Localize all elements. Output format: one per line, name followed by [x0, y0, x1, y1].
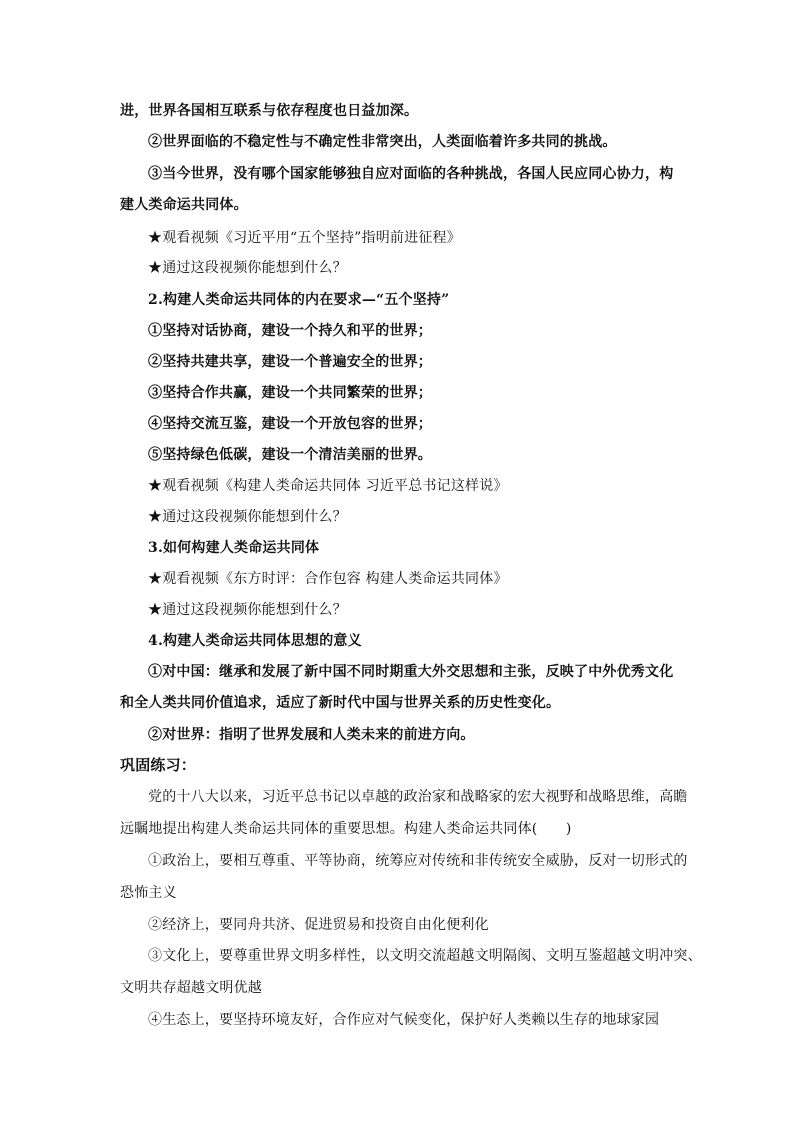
text-line: ★通过这段视频你能想到什么？	[148, 260, 347, 276]
text-line: ②世界面临的不稳定性与不确定性非常突出，人类面临着许多共同的挑战。	[148, 134, 617, 150]
text-line: ①对中国：继承和发展了新中国不同时期重大外交思想和主张，反映了中外优秀文化	[148, 664, 674, 680]
question-text: 党的十八大以来，习近平总书记以卓越的政治家和战略家的宏大视野和战略思维，高瞻	[148, 789, 688, 805]
text-line: ④坚持交流互鉴，建设一个开放包容的世界；	[148, 416, 432, 432]
text-line: 进，世界各国相互联系与依存程度也日益加深。	[120, 103, 419, 119]
text-line: 建人类命运共同体。	[120, 197, 248, 213]
text-line: ★通过这段视频你能想到什么？	[148, 509, 347, 525]
question-text: 远瞩地提出构建人类命运共同体的重要思想。构建人类命运共同体( )	[120, 821, 572, 837]
text-line: ★观看视频《构建人类命运共同体 习近平总书记这样说》	[148, 478, 508, 494]
option-line: 恐怖主义	[120, 885, 177, 901]
option-line: ①政治上，要相互尊重、平等协商，统筹应对传统和非传统安全威胁，反对一切形式的	[148, 853, 688, 869]
option-line: ③文化上，要尊重世界文明多样性，以文明交流超越文明隔阂、文明互鉴超越文明冲突、	[148, 948, 702, 964]
option-line: 文明共存超越文明优越	[120, 980, 262, 996]
text-line: ⑤坚持绿色低碳，建设一个清洁美丽的世界。	[148, 447, 432, 463]
text-line: ③当今世界，没有哪个国家能够独自应对面临的各种挑战，各国人民应同心协力，构	[148, 166, 674, 182]
text-line: ①坚持对话协商，建设一个持久和平的世界；	[148, 323, 432, 339]
text-line: ★通过这段视频你能想到什么？	[148, 602, 347, 618]
section-heading: 3.如何构建人类命运共同体	[148, 540, 320, 556]
text-line: ②坚持共建共享，建设一个普遍安全的世界；	[148, 354, 432, 370]
option-line: ②经济上，要同舟共济、促进贸易和投资自由化便利化	[148, 917, 489, 933]
section-heading: 4.构建人类命运共同体思想的意义	[148, 633, 362, 649]
text-line: ★观看视频《东方时评：合作包容 构建人类命运共同体》	[148, 571, 508, 587]
text-line: ②对世界：指明了世界发展和人类未来的前进方向。	[148, 727, 475, 743]
option-line: ④生态上，要坚持环境友好，合作应对气候变化，保护好人类赖以生存的地球家园	[148, 1012, 660, 1028]
text-line: ★观看视频《习近平用“五个坚持”指明前进征程》	[148, 230, 461, 246]
text-line: 和全人类共同价值追求，适应了新时代中国与世界关系的历史性变化。	[120, 695, 561, 711]
text-line: ③坚持合作共赢，建设一个共同繁荣的世界；	[148, 385, 432, 401]
exercise-heading: 巩固练习：	[120, 756, 197, 774]
section-heading: 2.构建人类命运共同体的内在要求—“五个坚持”	[148, 292, 450, 308]
